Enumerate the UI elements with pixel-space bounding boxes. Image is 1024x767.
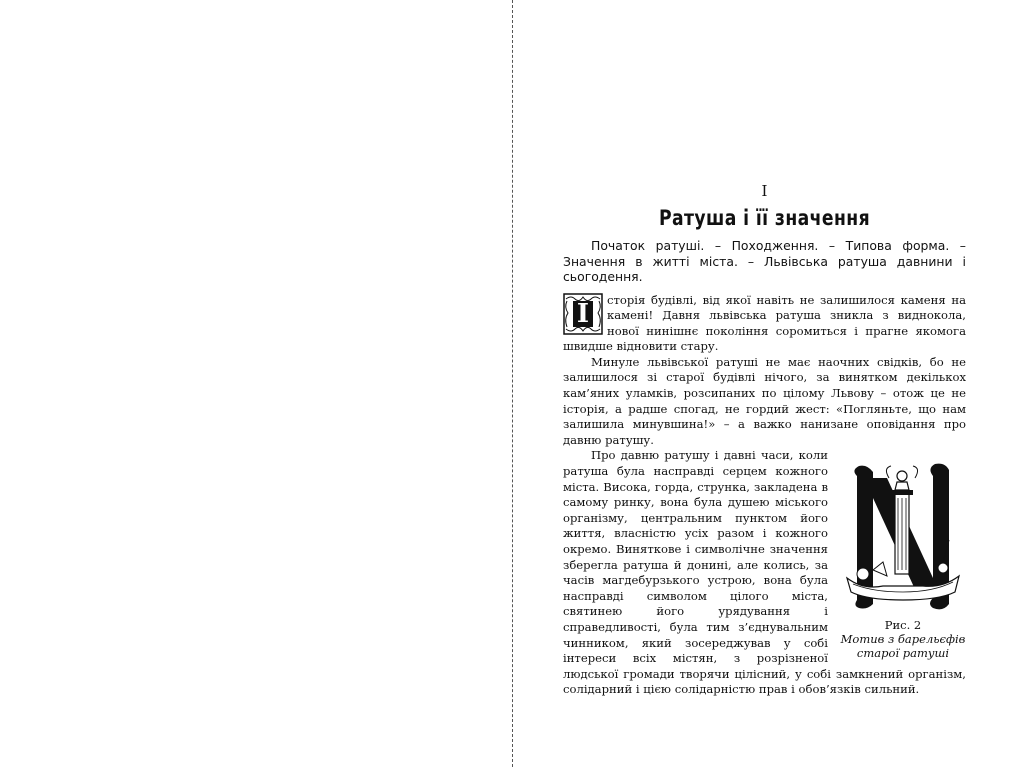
figure-caption-line-1: Мотив з барельєфів xyxy=(840,632,966,647)
page-divider xyxy=(512,0,513,767)
ornamental-dropcap xyxy=(563,293,603,335)
figure-caption-line-2: старої ратуші xyxy=(856,646,950,661)
book-page xyxy=(563,182,966,698)
chapter-number: I xyxy=(761,182,768,200)
figure-2 xyxy=(838,458,968,660)
paragraph-1 xyxy=(563,293,966,355)
dropcap-letter: І xyxy=(576,298,590,329)
chapter-summary: Початок ратуші. – Походження. – Типова форма. – Значення в житті міста. – Львівська ратуша давнини і сьогодення. xyxy=(563,238,966,284)
paragraph-1-text: сторія будівлі, від якої навіть не залишилося каменя на камені! Давня львівська ратуша зникла з виднокола, нової нинішнє покоління соромиться і прагне якомога швидше відновити стару. xyxy=(563,292,966,354)
ornamental-letter-n-icon xyxy=(843,458,963,616)
figure-number: Рис. 2 xyxy=(884,618,922,633)
paragraph-2: Минуле львівської ратуші не має наочних свідків, бо не залишилося зі старої будівлі нічого, за винятком декількох кам’яних уламків, розсипаних по цілому Львову – отож це не історія, а радше спогад, не гордий жест: «Погляньте, що нам залишила минувшина!» – а важко нанизане оповідання про давню ратушу. xyxy=(563,354,966,447)
paragraph-3: Про давню ратушу і давні часи, коли ратуша була насправді серцем кожного міста. Висока, горда, струнка, закладена в самому ринку, вона була душею міського організму, центральним пунктом його життя, власністю усіх разом і кожного окремо. Виняткове і символічне значення зберегла ратуша й донині, але колись, за часів магдебурзького устрою, вона була насправді символом цілого міста, святинею його урядування і справедливості, була тим з’єднувальним чинником, який зосереджував у собі інтереси всіх містян, з розрізненої людської громади творячи цілісний, у собі замкнений організм, солідарний і цією солідарністю прав і обов’язків сильний. xyxy=(563,448,966,697)
chapter-title: Ратуша і її значення xyxy=(658,206,871,230)
